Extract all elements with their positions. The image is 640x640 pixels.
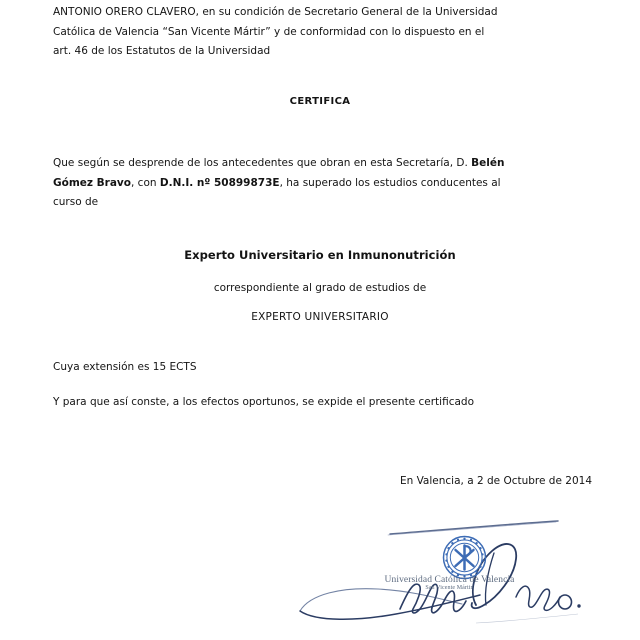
dni-value: D.N.I. nº 50899873E — [159, 176, 280, 189]
university-seal — [442, 535, 487, 580]
seal-caption-sub: San Vicente Mártir — [425, 585, 473, 591]
closing-line: Y para que así conste, a los efectos oportunos, se expide el presente certificado — [53, 396, 474, 408]
body-segment-3: , ha superado los estudios conducentes al curso de — [53, 176, 504, 208]
chi-rho-seal-icon — [442, 535, 487, 580]
body-paragraph — [53, 154, 509, 213]
date-line: En Valencia, a 2 de Octubre de 2014 — [399, 475, 592, 487]
body-segment-1: Que según se desprende de los antecedentes que obran en esta Secretaría, D. — [53, 157, 472, 169]
degree-level: EXPERTO UNIVERSITARIO — [251, 311, 389, 323]
certifica-heading: CERTIFICA — [289, 96, 351, 107]
course-title: Experto Universitario en Inmunonutrición — [184, 248, 456, 262]
intro-paragraph: ANTONIO ORERO CLAVERO, en su condición de Secretario General de la Universidad Católica de Valencia “San Vicente Mártir” y de conformidad con lo dispuesto en el art. 46 de los Estatutos de la Universidad — [53, 6, 501, 57]
extension-line: Cuya extensión es 15 ECTS — [53, 361, 197, 373]
body-segment-2: , con — [131, 176, 160, 189]
student-name: Belén Gómez Bravo — [53, 157, 509, 189]
degree-level-intro: correspondiente al grado de estudios de — [213, 282, 427, 294]
seal-caption-main: Universidad Católica de Valencia — [384, 575, 515, 585]
signature-block — [280, 505, 610, 630]
